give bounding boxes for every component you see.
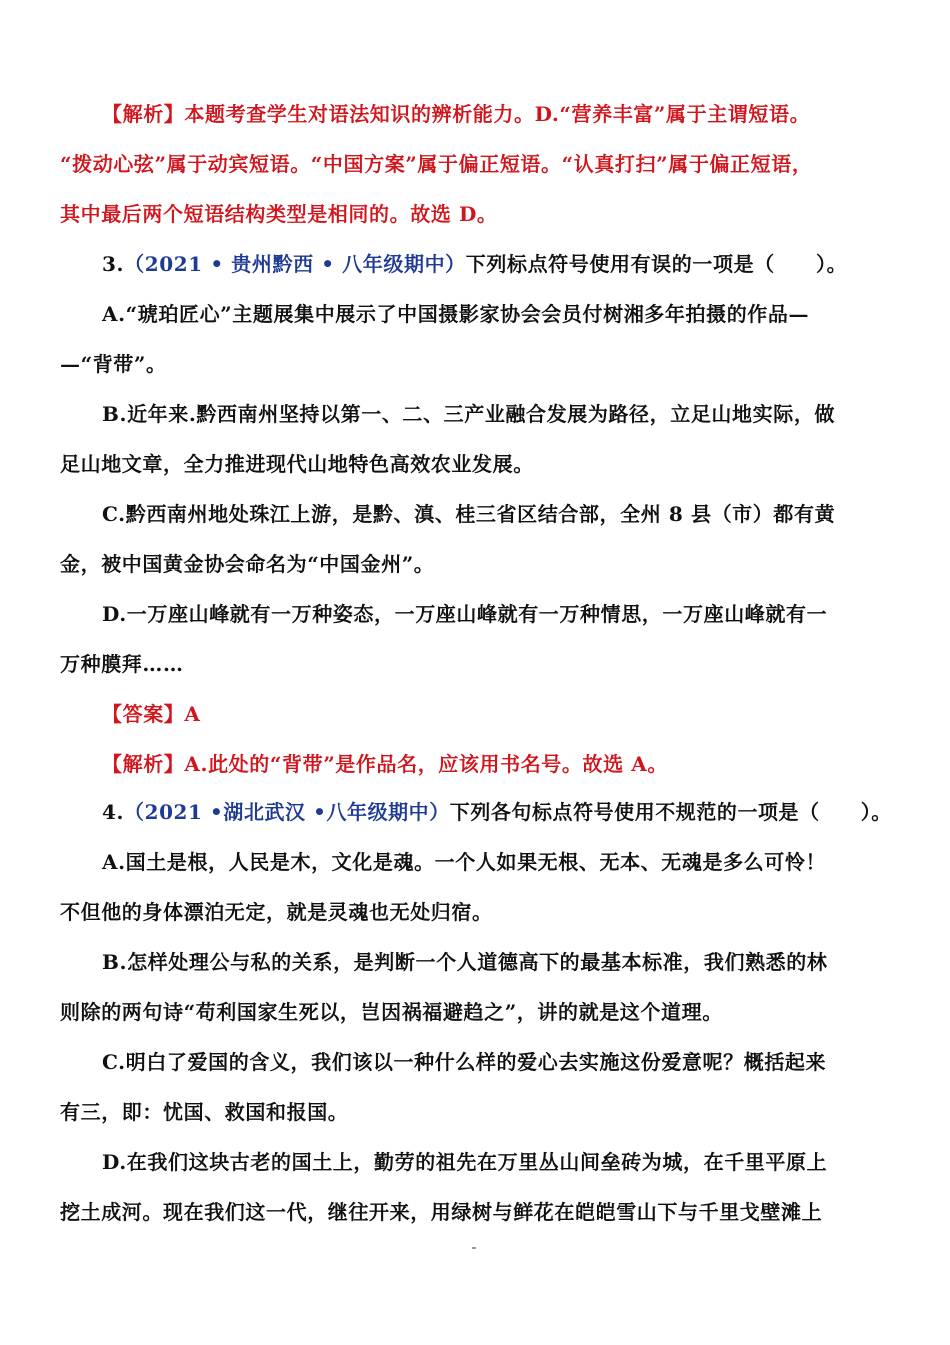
explanation-2-line-2: “拨动心弦”属于动宾短语。“中国方案”属于偏正短语。“认真打扫”属于偏正短语， (60, 152, 813, 176)
question-4-stem (102, 798, 892, 826)
question-3-answer (102, 700, 201, 728)
explanation-text: 本题考查学生对语法知识的辨析能力。D.“营养丰富”属于主谓短语。 (184, 102, 811, 126)
question-4-option-d-line-2: 挖土成河。现在我们这一代，继往开来，用绿树与鲜花在皑皑雪山下与千里戈壁滩上 (60, 1200, 823, 1224)
explanation-tag: 【解析】 (102, 102, 185, 126)
question-4-option-a-line-2: 不但他的身体漂泊无定，就是灵魂也无处归宿。 (60, 900, 493, 924)
question-source: （2021 • 贵州黔西 • 八年级期中） (124, 252, 466, 276)
question-4-option-a-line-1: A.国土是根，人民是木，文化是魂。一个人如果无根、无本、无魂是多么可怜！ (102, 850, 827, 874)
answer-tag: 【答案】 (102, 702, 185, 726)
answer-value: A (184, 702, 201, 726)
question-text: 下列各句标点符号使用不规范的一项是（ ）。 (449, 800, 892, 824)
question-3-option-b-line-1: B.近年来.黔西南州坚持以第一、二、三产业融合发展为路径，立足山地实际，做 (102, 402, 836, 426)
question-text: 下列标点符号使用有误的一项是（ ）。 (465, 252, 848, 276)
analysis-text: A.此处的“背带”是作品名，应该用书名号。故选 A。 (184, 752, 668, 776)
question-number: 4. (102, 800, 125, 824)
question-4-option-c-line-1: C.明白了爱国的含义，我们该以一种什么样的爱心去实施这份爱意呢？概括起来 (102, 1050, 827, 1074)
explanation-2-line-3: 其中最后两个短语结构类型是相同的。故选 D。 (60, 202, 498, 226)
explanation-2-line-1 (102, 100, 810, 128)
question-3-stem (102, 250, 847, 278)
question-number: 3. (102, 252, 125, 276)
question-3-option-a-line-1: A.“琥珀匠心”主题展集中展示了中国摄影家协会会员付树湘多年拍摄的作品— (102, 302, 810, 326)
analysis-tag: 【解析】 (102, 752, 185, 776)
question-3-option-d-line-2: 万种膜拜…… (60, 652, 184, 676)
question-3-analysis (102, 750, 668, 778)
scan-artifact-dot (472, 1247, 476, 1249)
question-3-option-c-line-1: C.黔西南州地处珠江上游，是黔、滇、桂三省区结合部，全州 8 县（市）都有黄 (102, 502, 836, 526)
question-4-option-b-line-2: 则除的两句诗“苟利国家生死以，岂因祸福避趋之”，讲的就是这个道理。 (60, 1000, 723, 1024)
question-source: （2021 •湖北武汉 •八年级期中） (124, 800, 450, 824)
question-4-option-b-line-1: B.怎样处理公与私的关系，是判断一个人道德高下的最基本标准，我们熟悉的林 (102, 950, 828, 974)
question-3-option-a-line-2: —“背带”。 (60, 352, 167, 376)
question-3-option-c-line-2: 金，被中国黄金协会命名为“中国金州”。 (60, 552, 435, 576)
question-4-option-c-line-2: 有三，即：忧国、救国和报国。 (60, 1100, 349, 1124)
question-3-option-d-line-1: D.一万座山峰就有一万种姿态，一万座山峰就有一万种情思，一万座山峰就有一 (102, 602, 828, 626)
question-4-option-d-line-1: D.在我们这块古老的国土上，勤劳的祖先在万里丛山间垒砖为城，在千里平原上 (102, 1150, 828, 1174)
question-3-option-b-line-2: 足山地文章，全力推进现代山地特色高效农业发展。 (60, 452, 534, 476)
